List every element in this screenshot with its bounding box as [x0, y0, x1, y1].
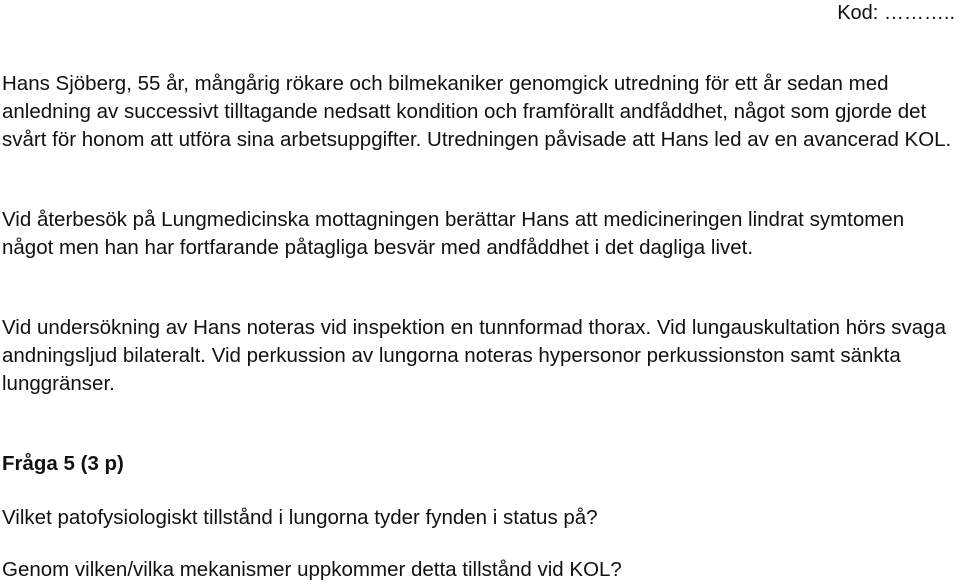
code-label: Kod: ……….. — [837, 2, 955, 24]
question-item-1: Vilket patofysiologiskt tillstånd i lungorna tyder fynden i status på? — [2, 506, 598, 529]
case-paragraph-examination: Vid undersökning av Hans noteras vid inspektion en tunnformad thorax. Vid lungauskultation hörs svaga andningsljud bilateralt. Vid perkussion av lungorna noteras hypersonor perkussionston samt sänkta lunggränser. — [2, 316, 946, 395]
question-item-2: Genom vilken/vilka mekanismer uppkommer detta tillstånd vid KOL? — [2, 558, 622, 581]
case-paragraph-followup: Vid återbesök på Lungmedicinska mottagningen berättar Hans att medicineringen lindrat symtomen något men han har fortfarande påtagliga besvär med andfåddhet i det dagliga livet. — [2, 208, 905, 259]
case-paragraph-history: Hans Sjöberg, 55 år, mångårig rökare och bilmekaniker genomgick utredning för ett år sedan med anledning av successivt tilltagande nedsatt kondition och framförallt andfåddhet, något som gjorde det svårt för honom att utföra sina arbetsuppgifter. Utredningen påvisade att Hans led av en avancerad KOL. — [2, 72, 952, 151]
question-heading: Fråga 5 (3 p) — [2, 452, 124, 475]
